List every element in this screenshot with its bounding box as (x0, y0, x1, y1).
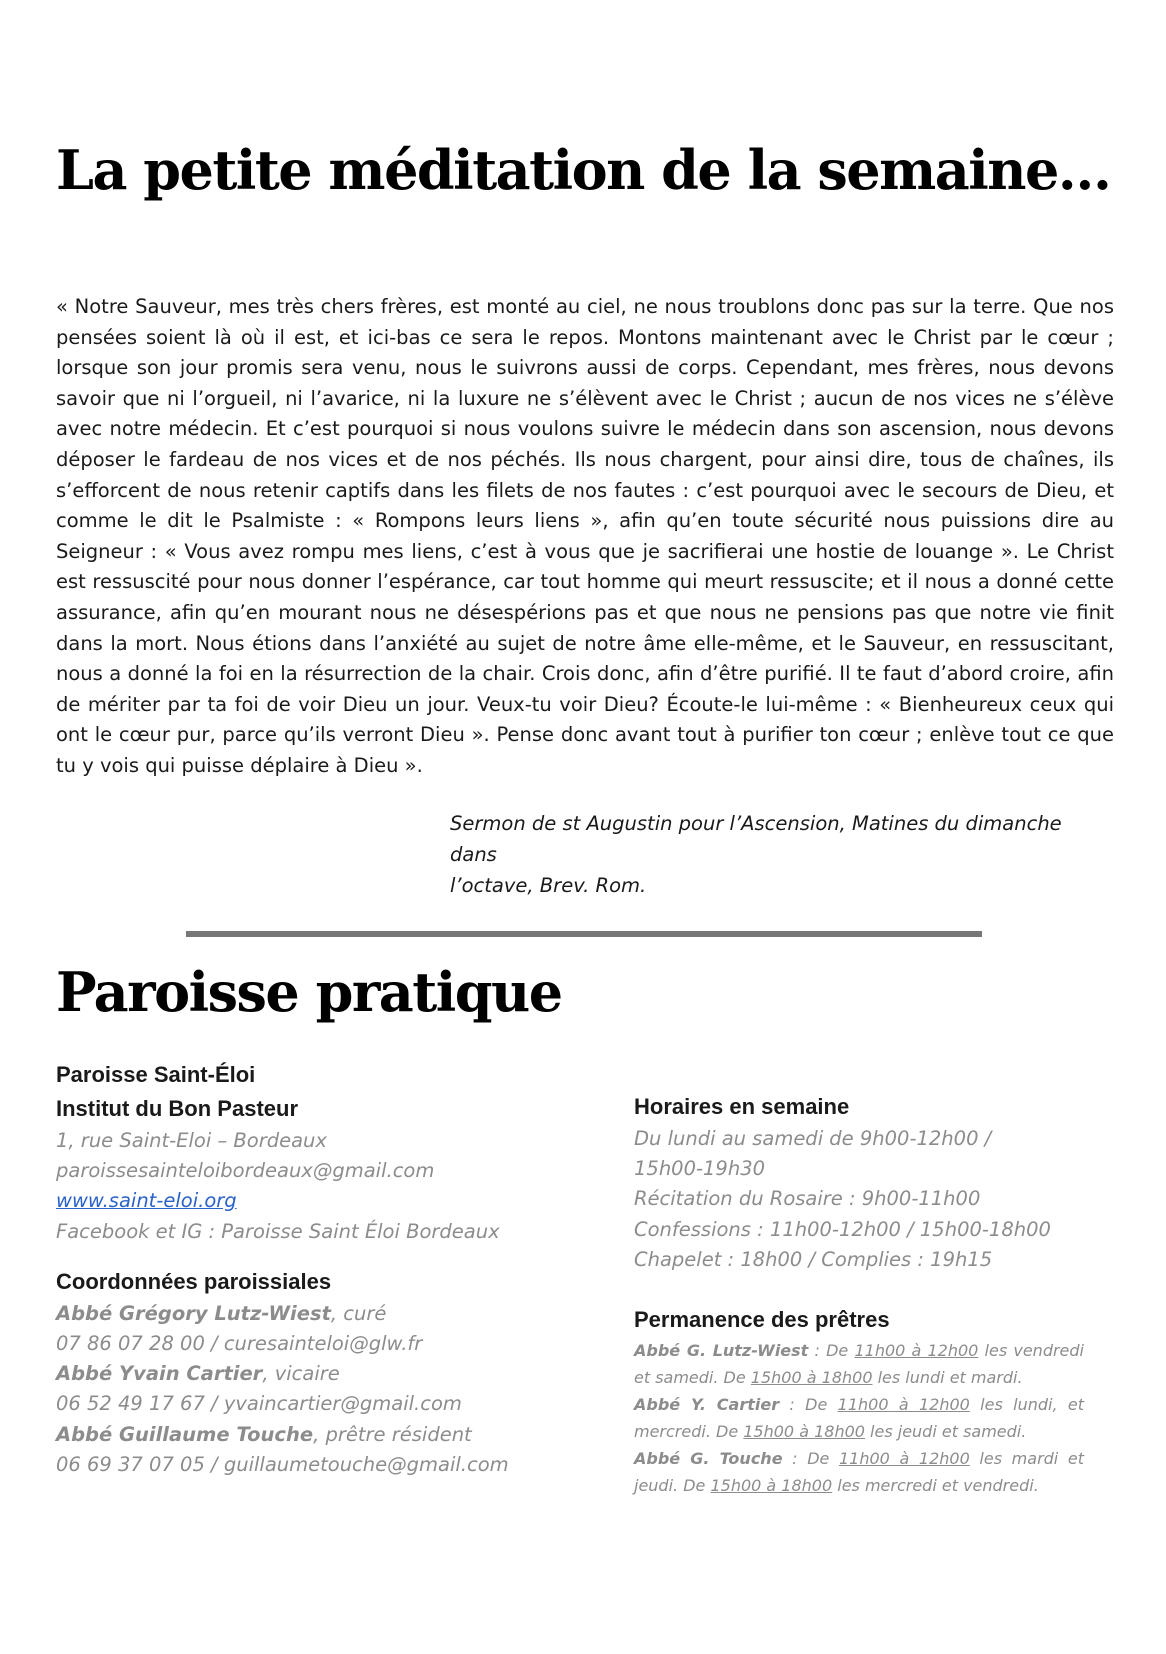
coordonnees-title: Coordonnées paroissiales (56, 1268, 332, 1294)
meditation-citation (450, 808, 1110, 901)
parish-website-link[interactable]: www.saint-eloi.org (56, 1189, 237, 1213)
permanence-time: 11h00 à 12h00 (854, 1341, 979, 1361)
permanence-title: Permanence des prêtres (634, 1307, 890, 1333)
parish-address: 1, rue Saint-Eloi – Bordeaux (56, 1129, 327, 1152)
contact-role: , vicaire (262, 1362, 340, 1386)
meditation-text: « Notre Sauveur, mes très chers frères, est monté au ciel, ne nous troublons donc pas sur la terre. Que nos pensées soient là où il est, et ici-bas ce sera le repos. Montons maintenant avec le Christ par le cœur ; lorsque son jour promis sera venu, nous le suivrons aussi de corps. Cependant, mes frères, nous devons savoir que ni l’orgueil, ni l’avarice, ni la luxure ne s’élèvent avec le Christ ; aucun de nos vices ne s’élève avec notre médecin. Et c’est pourquoi si nous voulons suivre le médecin dans son ascension, nous devons déposer le fardeau de nos vices et de nos péchés. Ils nous chargent, pour ainsi dire, tous de chaînes, ils s’efforcent de nous retenir captifs dans les filets de nos fautes : c’est pourquoi avec le secours de Dieu, et comme le dit le Psalmiste : « Rompons leurs liens », afin qu’en toute sécurité nous puissions dire au Seigneur : « Vous avez rompu mes liens, c’est à vous que je sacrifierai une hostie de louange ». Le Christ est ressuscité pour nous donner l’espérance, car tout homme qui meurt ressuscite; et il nous a donné cette assurance, afin qu’en mourant nous ne désespérions pas et que nous ne pensions pas que notre vie finit dans la mort. Nous étions dans l’anxiété au sujet de notre âme elle-même, et le Sauveur, en ressuscitant, nous a donné la foi en la résurrection de la chair. Crois donc, afin d’être purifié. Il te faut d’abord croire, afin de mériter par ta foi de voir Dieu un jour. Veux-tu voir Dieu? Écoute-le lui-même : « Bienheureux ceux qui ont le cœur pur, parce qu’ils verront Dieu ». Pense donc avant tout à purifier ton cœur ; enlève tout ce que tu y vois qui puisse déplaire à Dieu ». (56, 295, 1114, 777)
permanence-text: les vendredi et samedi. De (634, 1341, 1084, 1388)
contact-name-line (56, 1359, 576, 1389)
parish-name: Paroisse Saint-Éloi (56, 1062, 256, 1087)
permanence-entry (634, 1391, 1084, 1445)
paroisse-title: Paroisse pratique (56, 960, 562, 1024)
contact-name-line (56, 1299, 576, 1329)
horaire-line: Chapelet : 18h00 / Complies : 19h15 (634, 1247, 993, 1271)
horaire-line: Du lundi au samedi de 9h00-12h00 / (634, 1127, 992, 1150)
horaires-title: Horaires en semaine (634, 1094, 850, 1119)
parish-email: paroissesainteloibordeaux@gmail.com (56, 1159, 435, 1183)
horaire-line: Confessions : 11h00-12h00 / 15h00-18h00 (634, 1217, 1051, 1241)
permanence-time: 11h00 à 12h00 (837, 1395, 970, 1415)
contact-name: Abbé Yvain Cartier (56, 1362, 263, 1386)
contact-role: , curé (330, 1301, 387, 1325)
parish-website-line (56, 1186, 576, 1216)
permanence-time: 11h00 à 12h00 (839, 1449, 970, 1469)
contact-phone: 07 86 07 28 00 / curesainteloi@glw.fr (56, 1332, 423, 1356)
parish-institute: Institut du Bon Pasteur (56, 1096, 298, 1121)
contact-phone: 06 52 49 17 67 / yvaincartier@gmail.com (56, 1392, 462, 1416)
contact-phone: 06 69 37 07 05 / guillaumetouche@gmail.com (56, 1452, 509, 1476)
priest-name: Abbé G. Touche (634, 1449, 783, 1469)
contact-name: Abbé Guillaume Touche (56, 1422, 314, 1446)
section-divider (186, 931, 982, 937)
permanence-entry (634, 1445, 1084, 1499)
contact-role: , prêtre résident (313, 1422, 472, 1446)
permanence-text: les jeudi et samedi. (864, 1422, 1027, 1442)
parish-social: Facebook et IG : Paroisse Saint Éloi Bordeaux (56, 1219, 500, 1243)
schedule-column (634, 1090, 1084, 1499)
permanence-time: 15h00 à 18h00 (710, 1476, 833, 1496)
permanence-time: 15h00 à 18h00 (750, 1368, 873, 1388)
parish-info-column (56, 1058, 576, 1480)
citation-line-1: Sermon de st Augustin pour l’Ascension, Matines du dimanche dans (450, 812, 1062, 866)
permanence-text: : De (782, 1449, 839, 1469)
citation-line-2: l’octave, Brev. Rom. (450, 874, 647, 897)
permanence-text: : De (808, 1341, 855, 1361)
meditation-title: La petite méditation de la semaine… (56, 138, 1111, 202)
contact-name-line (56, 1420, 576, 1450)
permanence-entry (634, 1337, 1084, 1391)
priest-name: Abbé G. Lutz-Wiest (634, 1341, 809, 1361)
contact-name: Abbé Grégory Lutz-Wiest (56, 1301, 331, 1325)
horaire-line: Récitation du Rosaire : 9h00-11h00 (634, 1187, 981, 1211)
permanence-text: : De (779, 1395, 838, 1415)
permanence-text: les lundi, et mercredi. De (634, 1395, 1084, 1442)
permanence-text: les mardi et jeudi. De (634, 1449, 1085, 1496)
permanence-text: les lundi et mardi. (872, 1368, 1023, 1388)
permanence-text: les mercredi et vendredi. (832, 1476, 1039, 1496)
priest-name: Abbé Y. Cartier (634, 1395, 780, 1415)
permanence-time: 15h00 à 18h00 (743, 1422, 865, 1442)
horaire-line: 15h00-19h30 (634, 1157, 766, 1181)
